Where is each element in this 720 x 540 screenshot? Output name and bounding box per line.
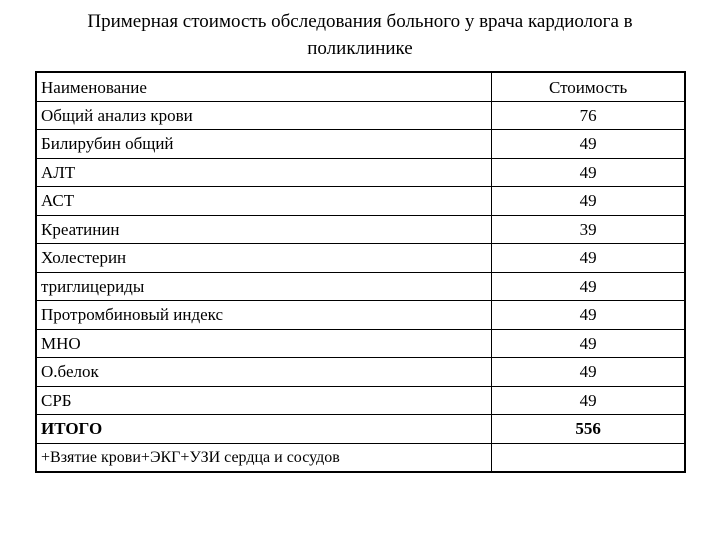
row-name: СРБ — [37, 386, 492, 415]
table-row — [37, 130, 685, 159]
row-name: О.белок — [37, 358, 492, 387]
row-value: 76 — [492, 101, 685, 130]
note-text: +Взятие крови+ЭКГ+УЗИ сердца и сосудов — [37, 443, 492, 472]
row-value: 49 — [492, 158, 685, 187]
row-value: 49 — [492, 187, 685, 216]
cost-table — [36, 72, 685, 472]
table-row — [37, 187, 685, 216]
title-line-1: Примерная стоимость обследования больного у врача кардиолога в — [87, 11, 633, 32]
row-name: Креатинин — [37, 215, 492, 244]
row-name: Билирубин общий — [37, 130, 492, 159]
table-row — [37, 215, 685, 244]
header-value: Стоимость — [492, 73, 685, 102]
note-value — [492, 443, 685, 472]
table-row — [37, 272, 685, 301]
row-name: Протромбиновый индекс — [37, 301, 492, 330]
row-value: 49 — [492, 244, 685, 273]
row-name: Холестерин — [37, 244, 492, 273]
table-row — [37, 329, 685, 358]
header-name: Наименование — [37, 73, 492, 102]
total-label: ИТОГО — [37, 415, 492, 444]
table-row — [37, 386, 685, 415]
row-value: 49 — [492, 358, 685, 387]
row-name: триглицериды — [37, 272, 492, 301]
row-name: Общий анализ крови — [37, 101, 492, 130]
row-value: 49 — [492, 130, 685, 159]
row-value: 39 — [492, 215, 685, 244]
row-name: АЛТ — [37, 158, 492, 187]
table-row — [37, 101, 685, 130]
document-title — [0, 8, 720, 62]
row-value: 49 — [492, 386, 685, 415]
table-row — [37, 244, 685, 273]
table-header-row — [37, 73, 685, 102]
total-value: 556 — [492, 415, 685, 444]
table-row — [37, 158, 685, 187]
row-value: 49 — [492, 272, 685, 301]
title-line-2: поликлинике — [307, 38, 413, 59]
row-name: МНО — [37, 329, 492, 358]
table-row — [37, 301, 685, 330]
total-row — [37, 415, 685, 444]
note-row — [37, 443, 685, 472]
row-name: АСТ — [37, 187, 492, 216]
row-value: 49 — [492, 329, 685, 358]
table-row — [37, 358, 685, 387]
row-value: 49 — [492, 301, 685, 330]
